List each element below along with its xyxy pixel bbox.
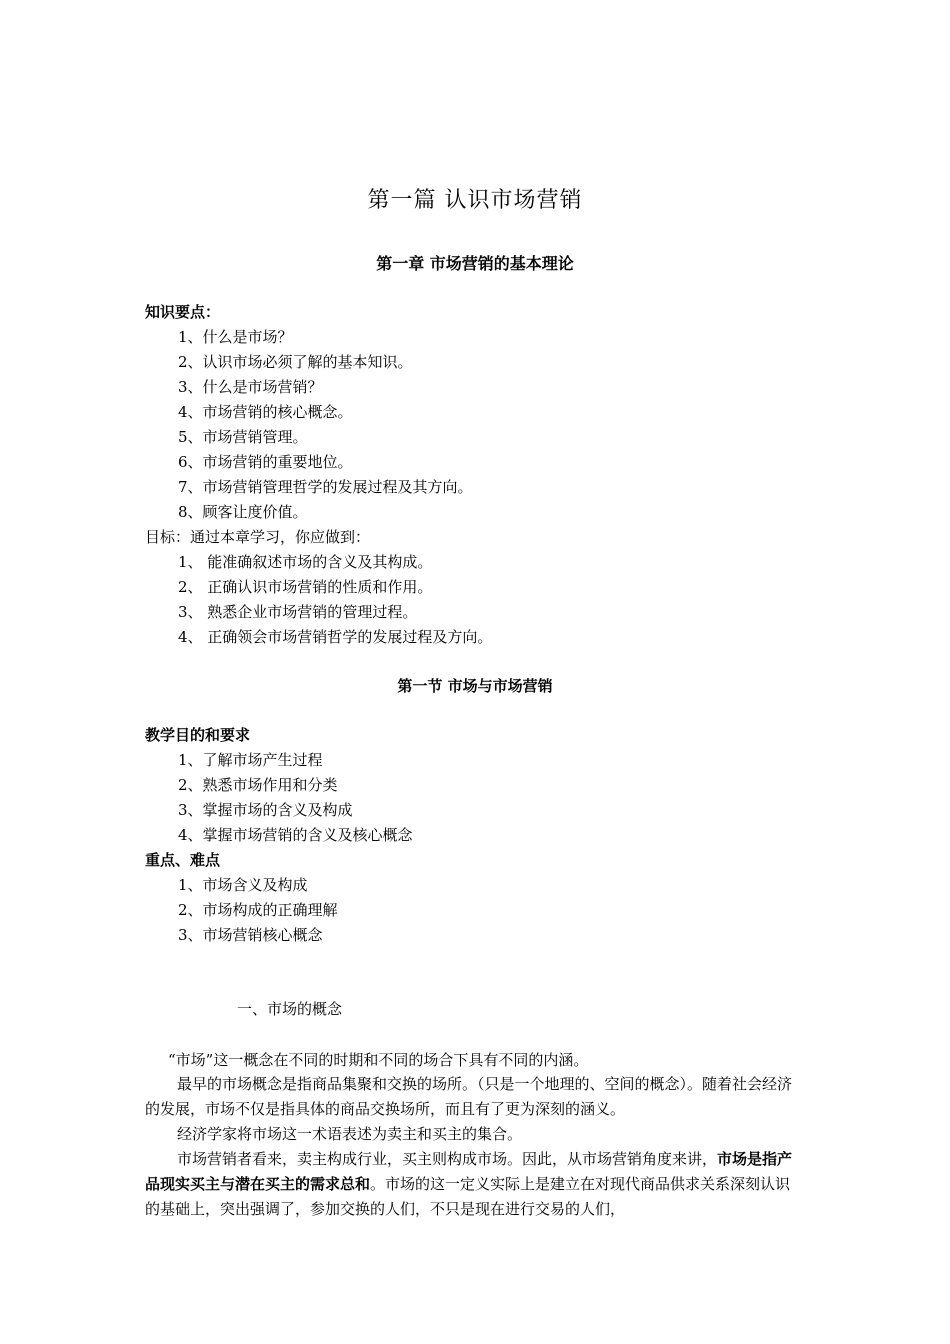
paragraph-4-bold-definition: 市场是指产品现实买主与潜在买主的需求总和	[145, 1150, 793, 1193]
list-item: 2、熟悉市场作用和分类	[178, 776, 338, 794]
key-points-heading: 重点、难点	[145, 851, 221, 869]
subsection-title: 一、市场的概念	[237, 1000, 343, 1018]
list-item: 3、掌握市场的含义及构成	[178, 801, 353, 819]
paragraph-1: “市场”这一概念在不同的时期和不同的场合下具有不同的内涵。	[168, 1051, 589, 1069]
list-item: 1、了解市场产生过程	[178, 751, 323, 769]
list-item: 3、什么是市场营销？	[178, 378, 323, 396]
list-item: 2、 正确认识市场营销的性质和作用。	[178, 578, 433, 596]
paragraph-2-text: 最早的市场概念是指商品集聚和交换的场所。（只是一个地理的、空间的概念）。随着社会经济的发展，市场不仅是指具体的商品交换场所，而且有了更为深刻的涵义。	[145, 1075, 793, 1118]
list-item: 4、 正确领会市场营销哲学的发展过程及方向。	[178, 628, 493, 646]
list-item: 1、 能准确叙述市场的含义及其构成。	[178, 553, 433, 571]
section-title: 第一节 市场与市场营销	[397, 677, 553, 695]
list-item: 5、市场营销管理。	[178, 428, 308, 446]
list-item: 4、市场营销的核心概念。	[178, 403, 353, 421]
chapter-title: 第一章 市场营销的基本理论	[376, 254, 574, 273]
list-item: 3、 熟悉企业市场营销的管理过程。	[178, 603, 418, 621]
teaching-goals-heading: 教学目的和要求	[145, 726, 251, 744]
paragraph-4	[145, 1147, 800, 1222]
list-item: 8、顾客让度价值。	[178, 503, 308, 521]
list-item: 6、市场营销的重要地位。	[178, 453, 353, 471]
list-item: 1、什么是市场？	[178, 328, 293, 346]
list-item: 1、市场含义及构成	[178, 876, 308, 894]
list-item: 2、认识市场必须了解的基本知识。	[178, 353, 413, 371]
objectives-heading: 目标：通过本章学习，你应做到：	[145, 528, 371, 546]
list-item: 7、市场营销管理哲学的发展过程及其方向。	[178, 478, 473, 496]
paragraph-3: 经济学家将市场这一术语表述为卖主和买主的集合。	[177, 1125, 523, 1143]
part-title: 第一篇 认识市场营销	[367, 188, 583, 213]
paragraph-4-text-b: 。市场的这一定义实际上是建立在对现代商品供求关系深刻认识的基础上，突出强调了，参加交换的人们，不只是现在进行交易的人们，	[145, 1175, 791, 1218]
paragraph-4-text-a: 市场营销者看来，卖主构成行业，买主则构成市场。因此，从市场营销角度来讲，	[177, 1150, 718, 1168]
list-item: 3、市场营销核心概念	[178, 926, 323, 944]
paragraph-2	[145, 1072, 800, 1122]
list-item: 2、市场构成的正确理解	[178, 901, 338, 919]
list-item: 4、掌握市场营销的含义及核心概念	[178, 826, 413, 844]
knowledge-points-heading: 知识要点：	[145, 303, 221, 321]
